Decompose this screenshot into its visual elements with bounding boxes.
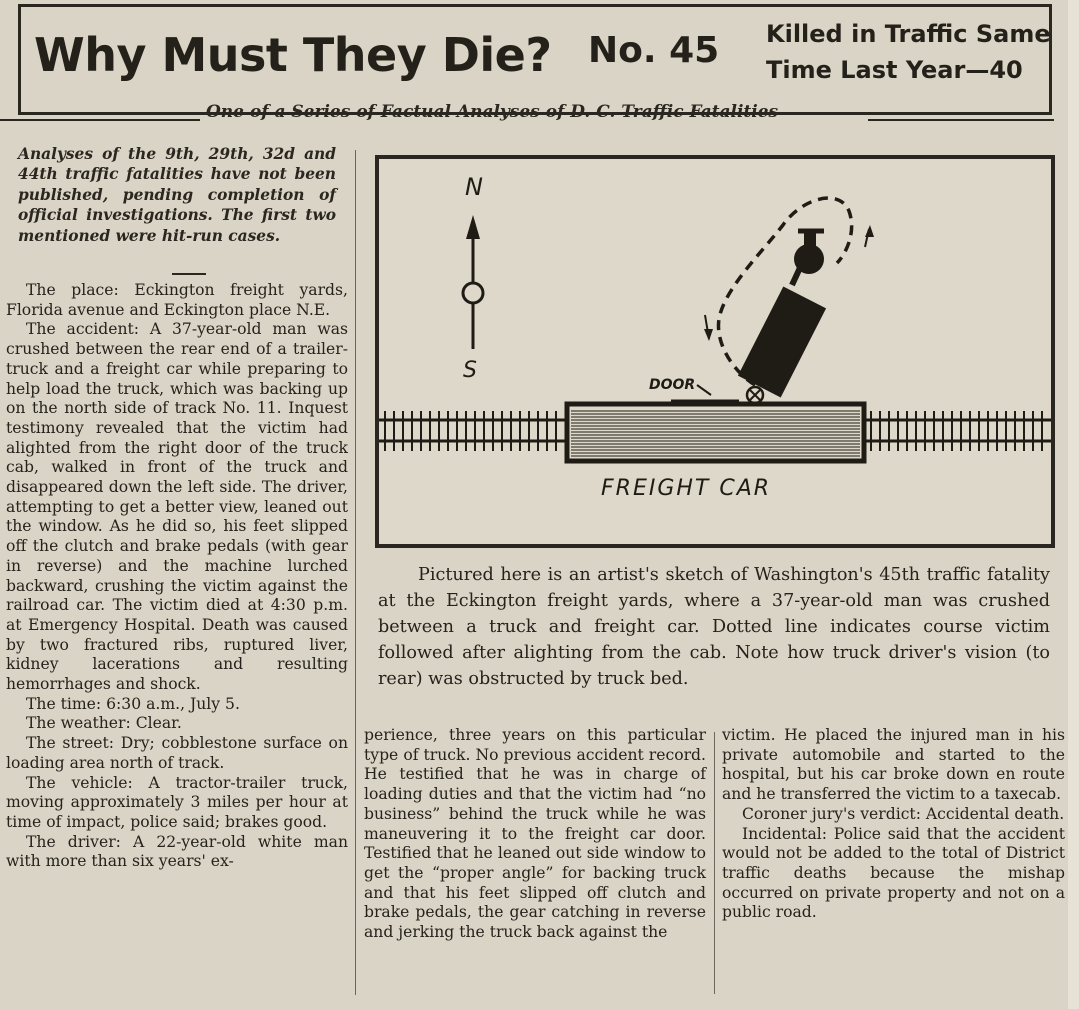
headline-title: Why Must They Die? (34, 28, 552, 82)
article-column-2 (364, 726, 706, 943)
column-rule-1 (355, 150, 356, 995)
last-year-line-2: Time Last Year—40 (766, 56, 1023, 84)
column-rule-2 (714, 732, 715, 994)
paragraph-verdict: Coroner jury's verdict: Accidental death. (742, 804, 1065, 823)
note-divider (172, 273, 206, 275)
sketch-drawing (379, 159, 1051, 544)
door-pointer (697, 385, 711, 395)
paragraph-vehicle: The vehicle: A tractor-trailer truck, moving approximately 3 miles per hour at time of impact, police said; brakes good. (6, 773, 348, 831)
article-column-3 (722, 726, 1065, 923)
paragraph-time: The time: 6:30 a.m., July 5. (26, 694, 240, 713)
freight-car-label: FREIGHT CAR (601, 476, 772, 501)
editor-note: Analyses of the 9th, 29th, 32d and 44th traffic fatalities have not been published, pending completion of official investigations. The first two mentioned were hit-run cases. (18, 145, 336, 245)
series-rule-right (868, 119, 1054, 121)
paragraph-incidental: Incidental: Police said that the accident would not be added to the total of District traffic deaths because the mishap occurred on private property and not on a public road. (722, 824, 1065, 922)
trailer-truck (738, 231, 826, 403)
series-rule-left (0, 119, 200, 121)
paragraph-driver-continued: perience, three years on this particular type of truck. No previous accident record. He testified that he was in charge of loading duties and that the victim had “no business” behind the truck while he was maneuvering it to the freight car door. Testified that he leaned out side window to get the “proper angle” for backing truck and that his feet slipped off clutch and brake pedals, the gear catching in reverse and jerking the truck back against the (364, 726, 706, 942)
paragraph-street: The street: Dry; cobblestone surface on loading area north of track. (6, 734, 348, 772)
article-column-1 (6, 281, 348, 872)
truck-hood (804, 231, 816, 255)
sketch-caption: Pictured here is an artist's sketch of Washington's 45th traffic fatality at the Eckington freight yards, where a 37-year-old man was crushed between a truck and freight car. Dotted line indicates course victim followed after alighting from the cab. Note how truck driver's vision (to rear) was obstructed by truck bed. (378, 565, 1050, 689)
paragraph-victim-continued: victim. He placed the injured man in his private automobile and started to the hospital, but his car broke down en route and he transferred the victim to a taxecab. (722, 726, 1065, 804)
paragraph-driver: The driver: A 22-year-old white man with more than six years' ex- (6, 832, 348, 871)
door-label: DOOR (649, 377, 696, 393)
series-text: One of a Series of Factual Analyses of D. C. Traffic Fatalities (206, 102, 779, 122)
last-year-line-1: Killed in Traffic Same (766, 20, 1051, 48)
series-subtitle (0, 102, 1060, 128)
compass-north-label: N (465, 173, 483, 201)
compass-south-label: S (463, 358, 477, 383)
path-arrow-up-icon (865, 225, 874, 237)
path-arrow-down-icon (704, 329, 713, 341)
paragraph-accident: The accident: A 37-year-old man was crushed between the rear end of a trailer-truck and a freight car while preparing to help load the truck, which was backing up on the north side of track No. 11. Inquest testimony revealed that the victim had alighted from the right door of the truck cab, walked in front of the truck and disappeared down the left side. The driver, attempting to get a better view, leaned out the window. As he did so, his feet slipped off the clutch and brake pedals (with gear in reverse) and the machine lurched backward, crushing the victim against the railroad car. The victim died at 4:30 p.m. at Emergency Hospital. Death was caused by two fractured ribs, ruptured liver, kidney lacerations and resulting hemorrhages and shock. (6, 320, 348, 694)
compass-circle (463, 283, 483, 303)
clipping-edge (1068, 0, 1079, 1009)
compass-icon (463, 173, 483, 383)
freight-car (567, 401, 864, 501)
north-arrowhead (466, 215, 480, 239)
paragraph-weather: The weather: Clear. (26, 714, 182, 733)
last-year-count (766, 16, 1051, 88)
accident-sketch (375, 155, 1055, 548)
fatality-number: No. 45 (588, 30, 720, 71)
paragraph-place: The place: Eckington freight yards, Florida avenue and Eckington place N.E. (6, 281, 348, 319)
